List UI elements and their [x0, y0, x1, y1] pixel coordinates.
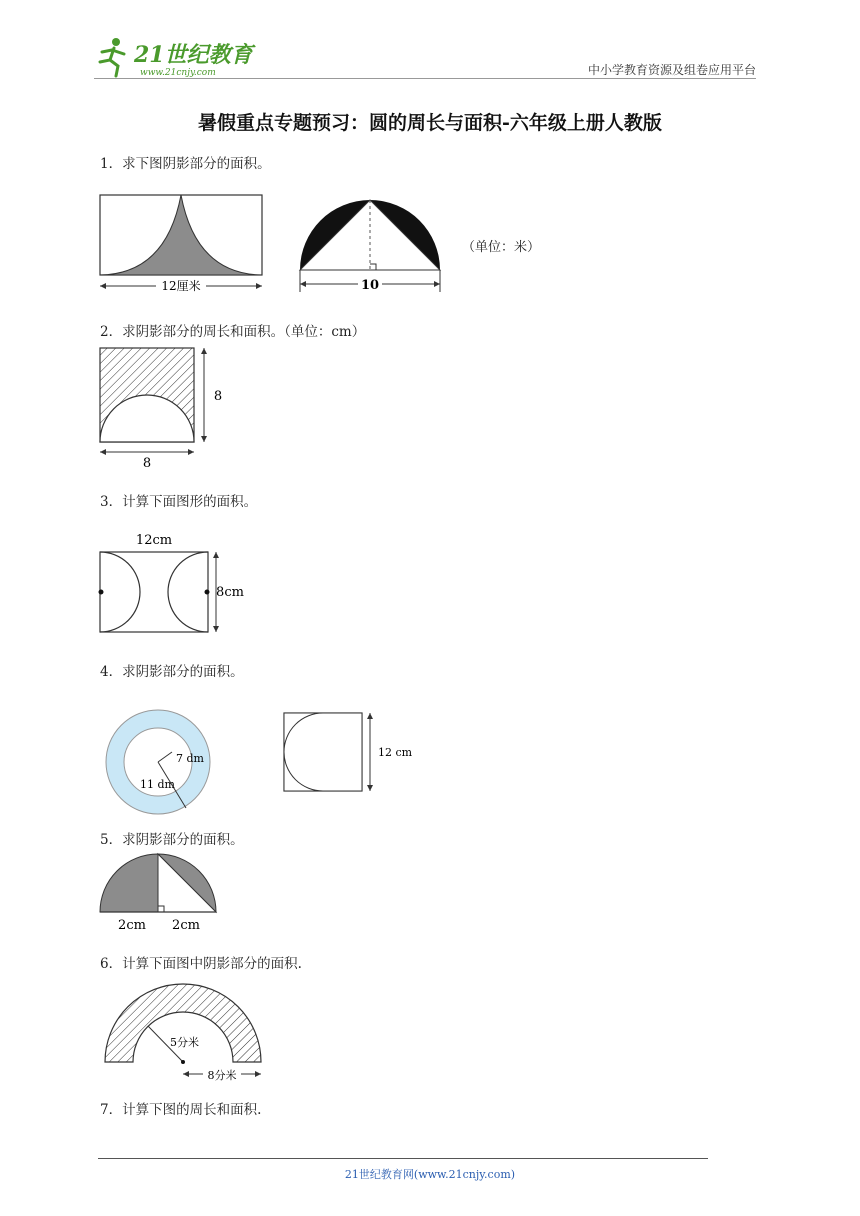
question-5-label: 5．求阴影部分的面积。	[100, 832, 244, 848]
question-6-label: 6．计算下面图中阴影部分的面积.	[100, 956, 302, 972]
q2-figure	[96, 342, 226, 470]
footer-divider	[98, 1158, 708, 1159]
q1b-diameter-label: 10	[360, 278, 380, 293]
q5-figure	[96, 850, 224, 934]
runner-icon	[100, 38, 124, 76]
q3-figure	[96, 526, 256, 638]
q6-figure	[100, 986, 270, 1086]
logo-url: www.21cnjy.com	[140, 68, 216, 78]
q4-outer-radius-label: 11 dm	[140, 778, 175, 791]
q5-right-label: 2cm	[172, 918, 200, 933]
question-1-label: 1．求下图阴影部分的面积。	[100, 156, 271, 172]
q3-side-label: 8cm	[216, 585, 244, 600]
logo-text: 21世纪教育	[134, 42, 253, 68]
q1a-width-label: 12厘米	[161, 279, 201, 293]
q4-inner-radius-label: 7 dm	[176, 752, 204, 765]
q4-square-label: 12 cm	[378, 746, 413, 759]
question-4-label: 4．求阴影部分的面积。	[100, 664, 244, 680]
q2-bottom-label: 8	[142, 456, 152, 471]
header-divider	[94, 78, 756, 79]
q4-ring-figure	[100, 706, 220, 816]
footer-text: 21世纪教育网(www.21cnjy.com)	[344, 1168, 516, 1181]
q1-figure-a	[96, 190, 268, 298]
question-3-label: 3．计算下面图形的面积。	[100, 494, 258, 510]
q1-figure-b	[294, 178, 446, 296]
platform-name: 中小学教育资源及组卷应用平台	[587, 63, 756, 77]
question-2-label: 2．求阴影部分的周长和面积。（单位：cm）	[100, 324, 366, 340]
q1-unit-note: （单位：米）	[462, 240, 541, 255]
q6-width-label: 8分米	[207, 1069, 237, 1082]
q6-radius-label: 5分米	[170, 1036, 199, 1049]
question-7-label: 7．计算下图的周长和面积.	[100, 1102, 262, 1118]
page-title: 暑假重点专题预习：圆的周长与面积-六年级上册人教版	[198, 112, 662, 134]
q2-side-label: 8	[213, 389, 223, 404]
q4-square-figure	[280, 710, 413, 796]
q5-left-label: 2cm	[118, 918, 146, 933]
site-logo	[94, 36, 259, 80]
q3-top-label: 12cm	[135, 533, 173, 548]
